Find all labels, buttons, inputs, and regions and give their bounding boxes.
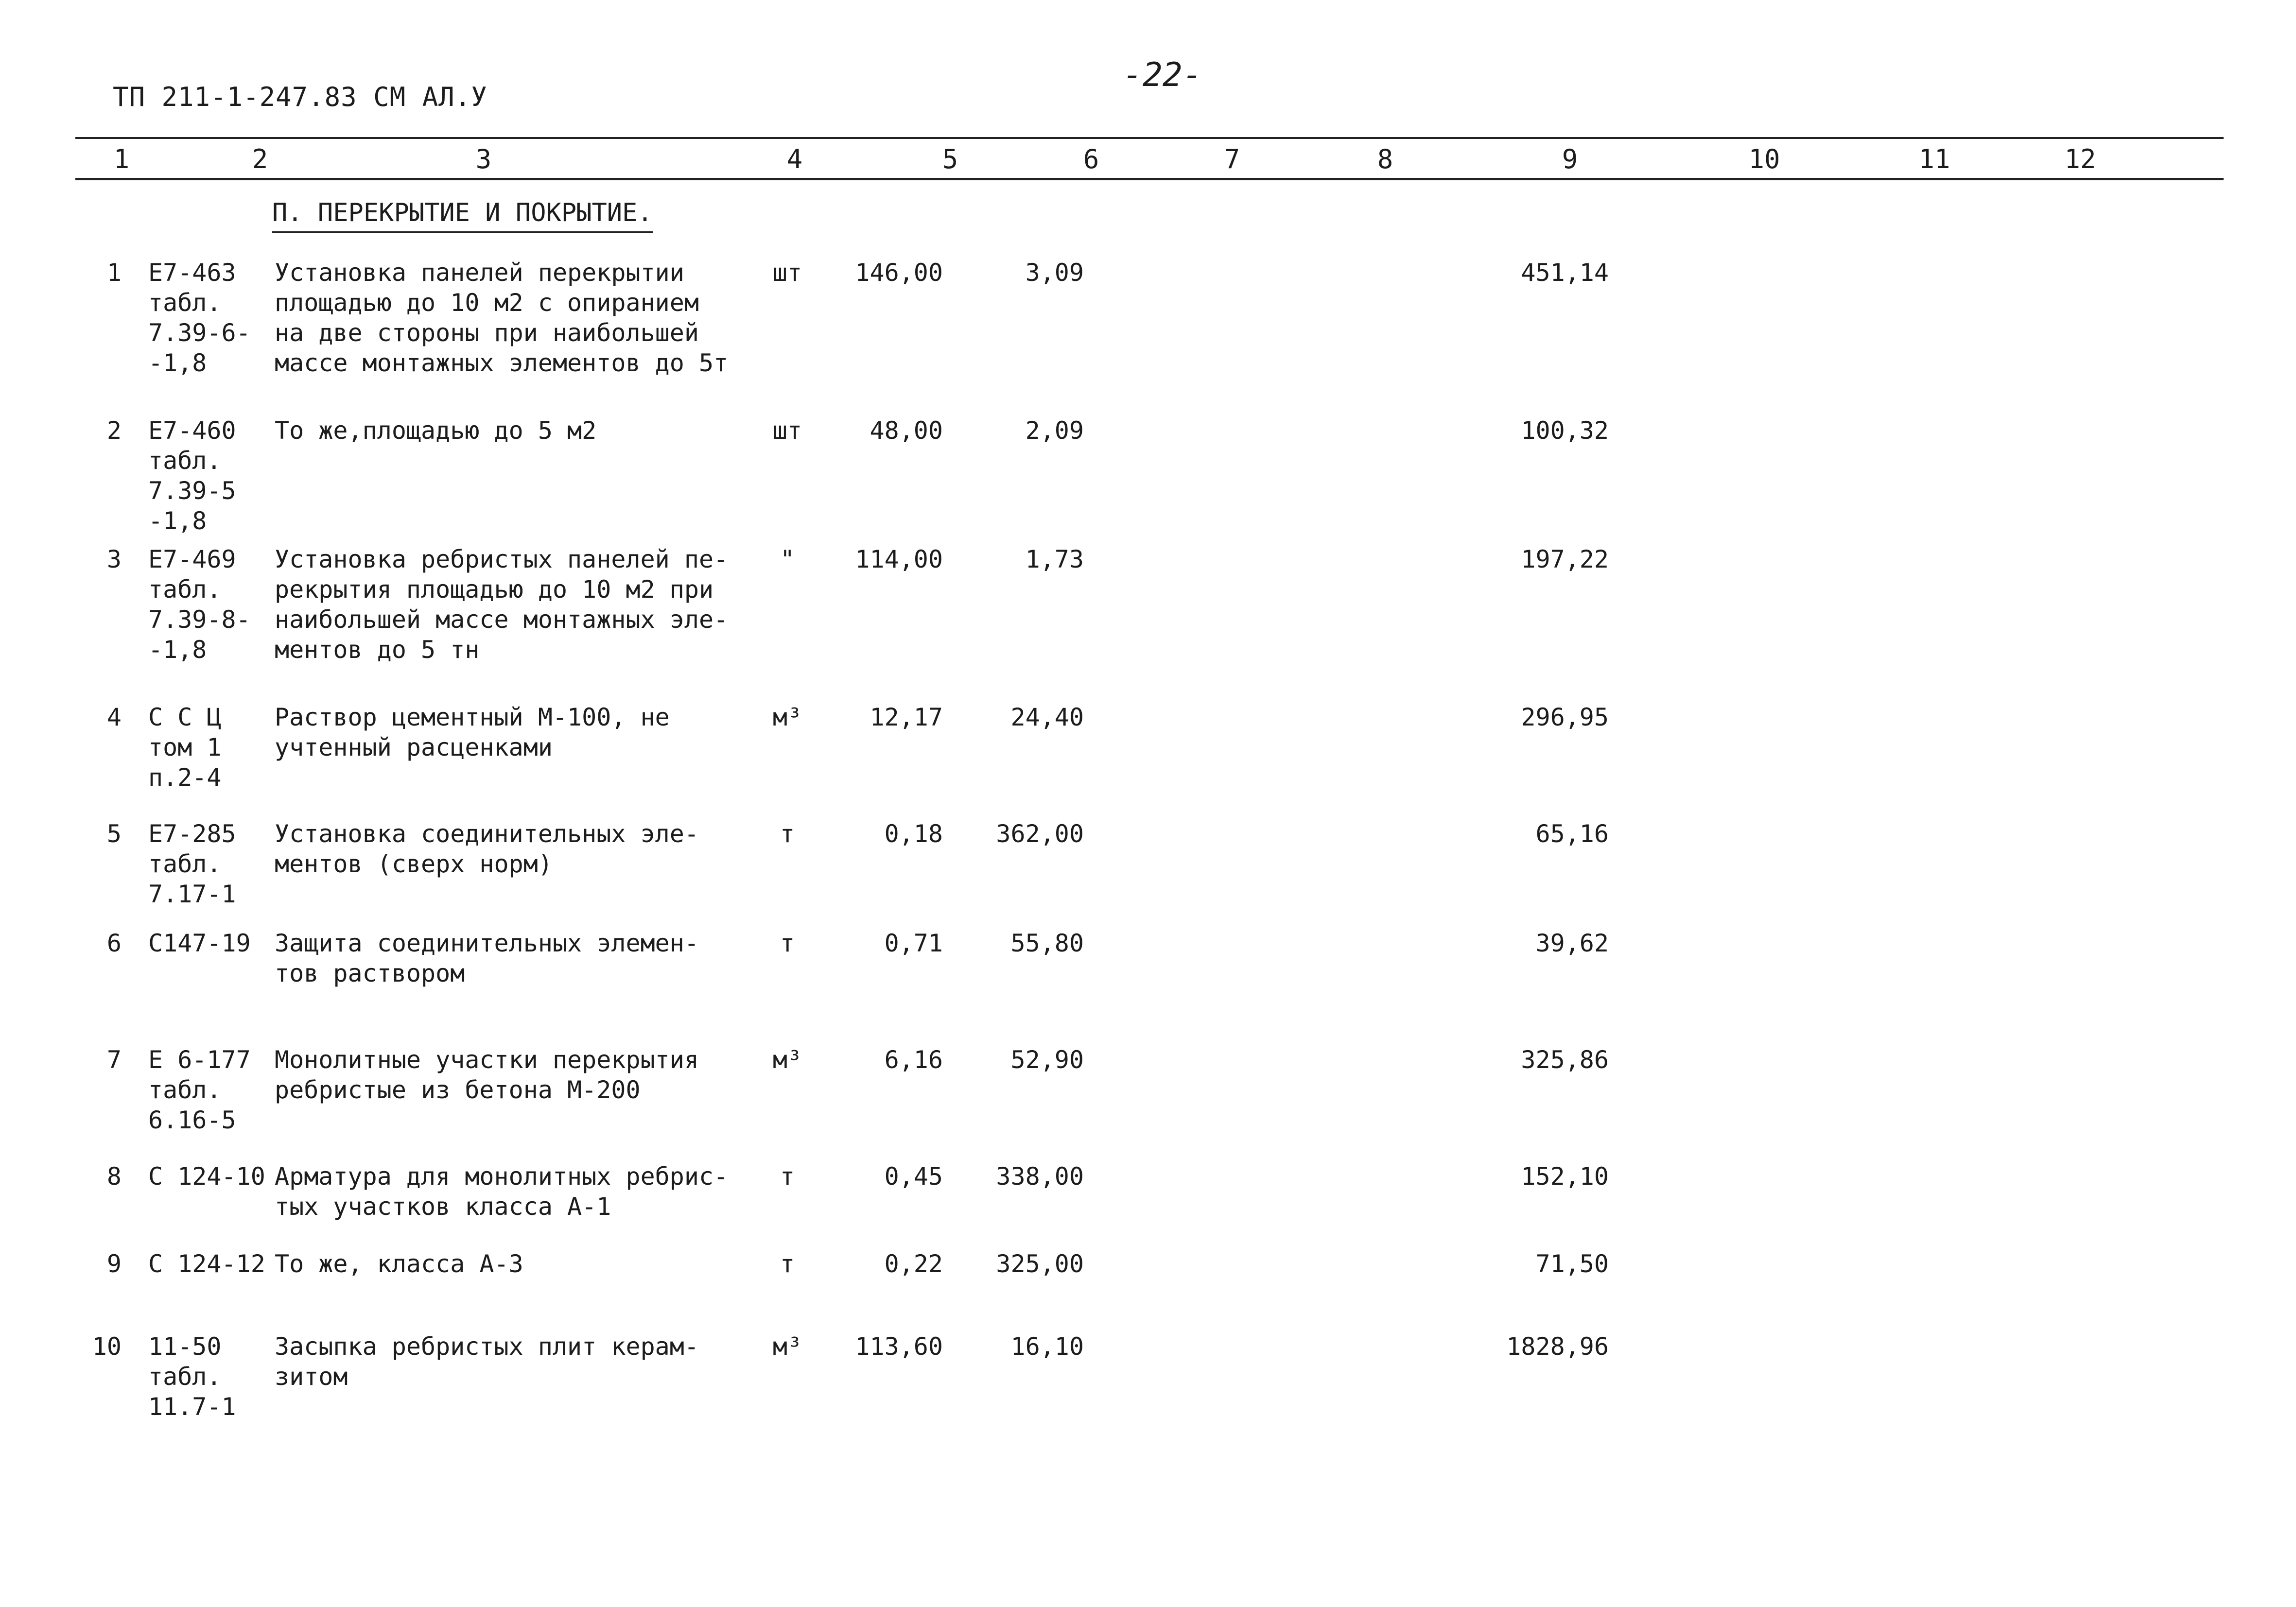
quantity: 0,22 (884, 1250, 943, 1278)
rate-code: Е7-463 табл. 7.39-6- -1,8 (148, 259, 251, 377)
total-cost: 197,22 (1521, 545, 1609, 573)
column-number-4: 4 (786, 144, 803, 174)
unit-of-measure: м³ (772, 1046, 802, 1074)
column-number-1: 1 (113, 144, 130, 174)
unit-of-measure: м³ (772, 703, 802, 731)
rate-code: 11-50 табл. 11.7-1 (148, 1332, 236, 1421)
column-number-7: 7 (1224, 144, 1240, 174)
section-title: П. ПЕРЕКРЫТИЕ И ПОКРЫТИЕ. (272, 198, 653, 233)
unit-of-measure: т (780, 1250, 795, 1278)
total-cost: 71,50 (1535, 1250, 1609, 1278)
row-number: 10 (92, 1332, 122, 1361)
table-row (0, 928, 2296, 987)
table-row (0, 702, 2296, 792)
total-cost: 1828,96 (1506, 1332, 1609, 1361)
quantity: 146,00 (855, 259, 943, 287)
quantity: 12,17 (870, 703, 943, 731)
work-description: Установка панелей перекрытии площадью до 10 м2 с опиранием на две стороны при наибольшей массе монтажных элементов до 5т (275, 259, 729, 377)
work-description: То же,площадью до 5 м2 (275, 416, 597, 445)
table-row (0, 1331, 2296, 1421)
column-number-2: 2 (252, 144, 268, 174)
work-description: Засыпка ребристых плит керам- зитом (275, 1332, 699, 1391)
unit-of-measure: м³ (772, 1332, 802, 1361)
row-number: 2 (106, 416, 122, 445)
unit-price: 24,40 (1010, 703, 1084, 731)
rate-code: Е7-469 табл. 7.39-8- -1,8 (148, 545, 251, 664)
row-number: 5 (106, 820, 122, 848)
column-number-12: 12 (2064, 144, 2096, 174)
column-number-10: 10 (1748, 144, 1780, 174)
unit-of-measure: т (780, 1162, 795, 1191)
rate-code: С С Ц том 1 п.2-4 (148, 703, 222, 792)
rate-code: Е7-460 табл. 7.39-5 -1,8 (148, 416, 236, 535)
unit-price: 338,00 (996, 1162, 1084, 1191)
rate-code: Е7-285 табл. 7.17-1 (148, 820, 236, 908)
quantity: 114,00 (855, 545, 943, 573)
work-description: Установка ребристых панелей пе- рекрытия площадью до 10 м2 при наибольшей массе монтажных эле- ментов до 5 тн (275, 545, 729, 664)
row-number: 9 (106, 1250, 122, 1278)
rate-code: С 124-12 (148, 1250, 265, 1278)
unit-of-measure: т (780, 820, 795, 848)
row-number: 8 (106, 1162, 122, 1191)
page-number: -22- (1123, 56, 1202, 94)
unit-price: 55,80 (1010, 929, 1084, 957)
unit-price: 2,09 (1025, 416, 1084, 445)
quantity: 113,60 (855, 1332, 943, 1361)
table-row (0, 1161, 2296, 1221)
work-description: Установка соединительных эле- ментов (сверх норм) (275, 820, 699, 878)
column-number-6: 6 (1083, 144, 1099, 174)
row-number: 4 (106, 703, 122, 731)
column-number-8: 8 (1377, 144, 1393, 174)
work-description: Арматура для монолитных ребрис- тых участков класса А-1 (275, 1162, 729, 1221)
unit-of-measure: шт (772, 259, 802, 287)
quantity: 0,71 (884, 929, 943, 957)
row-number: 3 (106, 545, 122, 573)
total-cost: 39,62 (1535, 929, 1609, 957)
table-top-rule (75, 137, 2224, 139)
total-cost: 296,95 (1521, 703, 1609, 731)
rate-code: С 124-10 (148, 1162, 265, 1191)
quantity: 0,18 (884, 820, 943, 848)
unit-of-measure: шт (772, 416, 802, 445)
total-cost: 451,14 (1521, 259, 1609, 287)
unit-price: 16,10 (1010, 1332, 1084, 1361)
table-row (0, 544, 2296, 664)
column-number-3: 3 (475, 144, 492, 174)
rate-code: С147-19 (148, 929, 251, 957)
total-cost: 100,32 (1521, 416, 1609, 445)
table-header-rule (75, 178, 2224, 180)
work-description: Раствор цементный М-100, не учтенный расценками (275, 703, 670, 761)
document-code: ТП 211-1-247.83 СМ АЛ.У (113, 82, 487, 112)
unit-price: 52,90 (1010, 1046, 1084, 1074)
work-description: Защита соединительных элемен- тов раствором (275, 929, 699, 987)
unit-of-measure: " (780, 545, 795, 573)
row-number: 6 (106, 929, 122, 957)
column-number-9: 9 (1562, 144, 1578, 174)
unit-price: 325,00 (996, 1250, 1084, 1278)
work-description: Монолитные участки перекрытия ребристые из бетона М-200 (275, 1046, 699, 1104)
quantity: 0,45 (884, 1162, 943, 1191)
table-row (0, 415, 2296, 535)
total-cost: 325,86 (1521, 1046, 1609, 1074)
column-number-5: 5 (942, 144, 958, 174)
quantity: 48,00 (870, 416, 943, 445)
quantity: 6,16 (884, 1046, 943, 1074)
work-description: То же, класса А-3 (275, 1250, 523, 1278)
unit-price: 362,00 (996, 820, 1084, 848)
total-cost: 65,16 (1535, 820, 1609, 848)
unit-of-measure: т (780, 929, 795, 957)
total-cost: 152,10 (1521, 1162, 1609, 1191)
unit-price: 1,73 (1025, 545, 1084, 573)
row-number: 7 (106, 1046, 122, 1074)
rate-code: Е 6-177 табл. 6.16-5 (148, 1046, 251, 1134)
unit-price: 3,09 (1025, 259, 1084, 287)
row-number: 1 (106, 259, 122, 287)
column-number-11: 11 (1918, 144, 1950, 174)
